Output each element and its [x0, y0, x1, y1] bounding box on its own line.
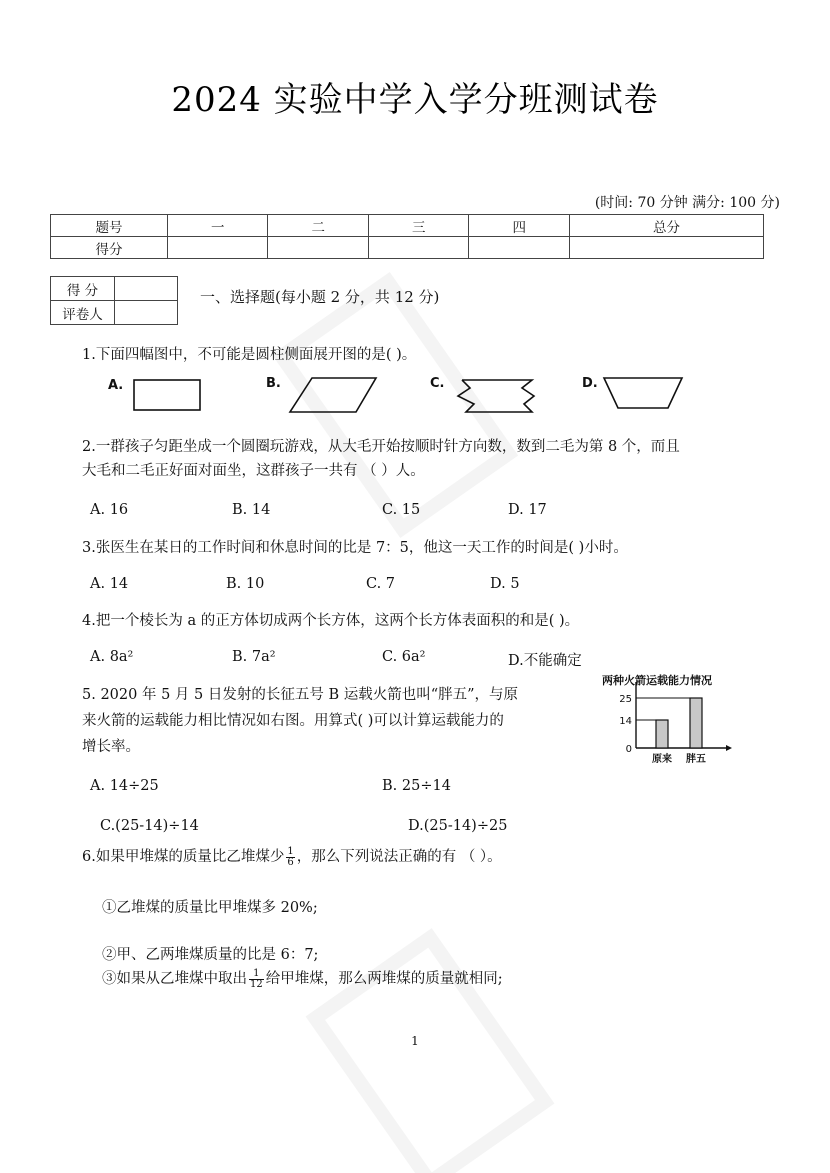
score-header-cell: 题号	[51, 215, 168, 237]
question-5-line-2: 来火箭的运载能力相比情况如右图。用算式( )可以计算运载能力的	[82, 713, 504, 729]
section-heading: 一、选择题(每小题 2 分，共 12 分)	[200, 288, 440, 306]
q1-figure-rectangle	[130, 374, 206, 414]
fraction-numerator: 1	[249, 969, 264, 980]
score-header-cell: 一	[168, 215, 268, 237]
q4-option-a: A. 8a²	[90, 649, 134, 665]
score-table	[50, 214, 764, 259]
q3-option-d: D. 5	[490, 576, 520, 592]
q4-option-c: C. 6a²	[382, 649, 426, 665]
grader-name-label: 评卷人	[51, 301, 115, 325]
bar	[690, 698, 702, 748]
exam-meta: (时间: 70 分钟 满分: 100 分)	[594, 195, 780, 211]
question-2-line-2: 大毛和二毛正好面对面坐，这群孩子一共有 （ ）人。	[82, 463, 425, 479]
q5-option-c: C.(25-14)÷14	[100, 818, 199, 834]
q3-option-a: A. 14	[90, 576, 129, 592]
table-row	[51, 237, 764, 259]
q6-statement-3-before: ③如果从乙堆煤中取出	[102, 971, 247, 987]
y-tick-label: 25	[619, 694, 632, 705]
x-tick-label: 原来	[652, 754, 672, 765]
question-6-text-before: 6.如果甲堆煤的质量比乙堆煤少	[82, 849, 285, 865]
question-4: 4.把一个棱长为 a 的正方体切成两个长方体，这两个长方体表面积的和是( )。	[82, 613, 580, 629]
score-cell[interactable]	[368, 237, 468, 259]
q1-figure-parallelogram	[286, 374, 382, 416]
rocket-capacity-chart	[600, 670, 740, 770]
q1-option-c-label: C.	[430, 376, 445, 391]
q6-statement-3-after: 给甲堆煤，那么两堆煤的质量就相同;	[265, 971, 503, 987]
score-header-cell: 总分	[569, 215, 763, 237]
q5-option-b: B. 25÷14	[382, 778, 451, 794]
q2-option-a: A. 16	[90, 502, 129, 518]
bar	[656, 720, 668, 748]
fraction-numerator: 1	[287, 845, 294, 857]
question-2-line-1: 2.一群孩子匀距坐成一个圆圈玩游戏，从大毛开始按顺时针方向数，数到二毛为第 8 个，而且	[82, 439, 680, 455]
question-1: 1.下面四幅图中，不可能是圆柱侧面展开图的是( )。	[82, 347, 417, 363]
question-6	[82, 846, 502, 868]
question-6-text-after: ，那么下列说法正确的有 （ ）。	[296, 849, 502, 865]
score-cell[interactable]	[268, 237, 368, 259]
q2-option-b: B. 14	[232, 502, 271, 518]
q4-option-b: B. 7a²	[232, 649, 276, 665]
grader-table	[50, 276, 178, 325]
grader-score-cell[interactable]	[115, 277, 178, 301]
q6-statement-1: ①乙堆煤的质量比甲堆煤多 20%;	[102, 900, 318, 916]
x-axis-arrow	[726, 745, 732, 751]
chart-title: 两种火箭运载能力情况	[602, 674, 712, 687]
q2-option-c: C. 15	[382, 502, 421, 518]
score-row-label: 得分	[51, 237, 168, 259]
q1-figure-trapezoid	[600, 374, 686, 414]
fraction-one-twelfth	[249, 969, 264, 990]
question-5-line-1: 5. 2020 年 5 月 5 日发射的长征五号 B 运载火箭也叫“胖五”，与原	[82, 687, 519, 703]
q1-option-a-label: A.	[108, 378, 124, 393]
q5-option-a: A. 14÷25	[90, 778, 159, 794]
q6-statement-2: ②甲、乙两堆煤质量的比是 6：7;	[102, 947, 319, 963]
page-title: 2024 实验中学入学分班测试卷	[171, 80, 659, 120]
q6-statement-3	[102, 968, 503, 990]
question-3: 3.张医生在某日的工作时间和休息时间的比是 7：5，他这一天工作的时间是( )小时。	[82, 540, 628, 556]
q3-option-b: B. 10	[226, 576, 265, 592]
fraction-denominator: 6	[287, 856, 294, 868]
score-header-cell: 三	[368, 215, 468, 237]
q5-option-d: D.(25-14)÷25	[408, 818, 508, 834]
q3-option-c: C. 7	[366, 576, 396, 592]
table-row	[51, 277, 178, 301]
fraction-one-sixth	[286, 847, 294, 868]
table-row	[51, 301, 178, 325]
score-cell[interactable]	[469, 237, 569, 259]
q1-option-d-label: D.	[582, 376, 598, 391]
score-header-cell: 二	[268, 215, 368, 237]
fraction-denominator: 12	[250, 978, 263, 990]
q1-figure-zigzag	[452, 374, 542, 416]
page-number: 1	[411, 1034, 419, 1048]
question-5-line-3: 增长率。	[82, 739, 140, 755]
grader-score-label: 得 分	[51, 277, 115, 301]
q1-option-b-label: B.	[266, 376, 281, 391]
y-tick-label: 0	[625, 744, 632, 755]
score-cell[interactable]	[569, 237, 763, 259]
score-cell[interactable]	[168, 237, 268, 259]
score-header-cell: 四	[469, 215, 569, 237]
grader-name-cell[interactable]	[115, 301, 178, 325]
q2-option-d: D. 17	[508, 502, 547, 518]
x-tick-label: 胖五	[686, 754, 706, 765]
y-tick-label: 14	[619, 716, 632, 727]
table-row	[51, 215, 764, 237]
q4-option-d: D.不能确定	[508, 653, 582, 669]
